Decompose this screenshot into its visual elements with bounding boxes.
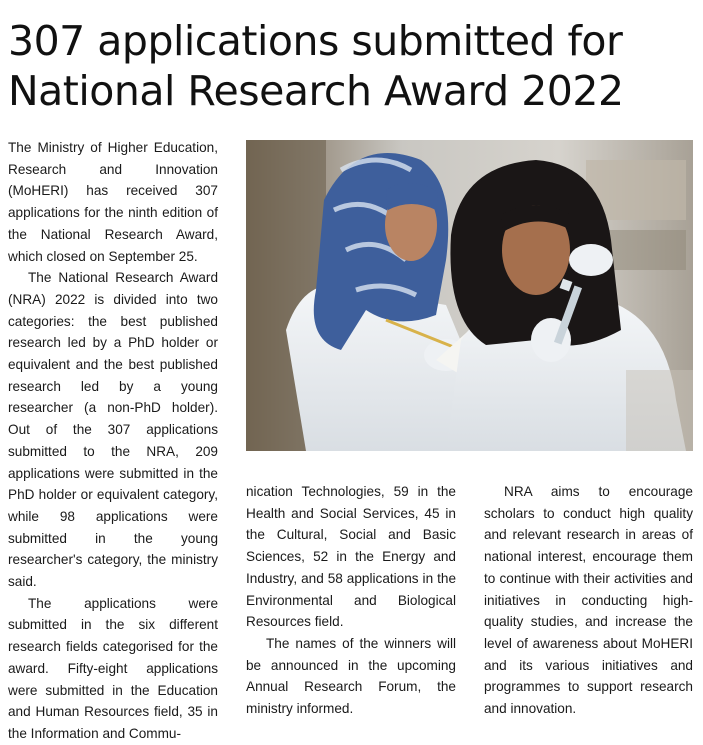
paragraph: nication Technologies, 59 in the Health and Social Services, 45 in the Cultural, Social and Basic Sciences, 52 in the Energy and Industry, and 58 applications in the Environmental and Biological Resources field. <box>246 484 456 630</box>
paragraph: NRA aims to encourage scholars to conduct high quality and relevant research in areas of national interest, encourage them to continue with their activities and initiatives in conducting high-quality studies, and increase the level of awareness about MoHERI and its various initiatives and programmes to support research and innovation. <box>484 484 693 717</box>
article-column-3 <box>484 481 693 720</box>
headline: 307 applications submitted for National Research Award 2022 <box>8 17 624 115</box>
paragraph: The names of the winners will be announced in the upcoming Annual Research Forum, the ministry informed. <box>246 635 456 717</box>
paragraph: The National Research Award (NRA) 2022 is divided into two categories: the best published research led by a PhD holder or equivalent and the best published research led by a young researcher (a non-PhD holder). Out of the 307 applications submitted to the NRA, 209 applications were submitted in the PhD holder or equivalent category, while 98 applications were submitted in the young researcher's category, the ministry said. <box>8 270 218 590</box>
article-photo <box>246 140 693 451</box>
paragraph: The Ministry of Higher Education, Research and Innovation (MoHERI) has received 307 applications for the ninth edition of the National Research Award, which closed on September 25. <box>8 140 218 264</box>
article-column-2 <box>246 481 456 720</box>
paragraph: The applications were submitted in the six different research fields categorised for the award. Fifty-eight applications were submitted in the Education and Human Resources field, 35 in the Information and Commu- <box>8 595 218 741</box>
article-column-1 <box>8 137 218 745</box>
